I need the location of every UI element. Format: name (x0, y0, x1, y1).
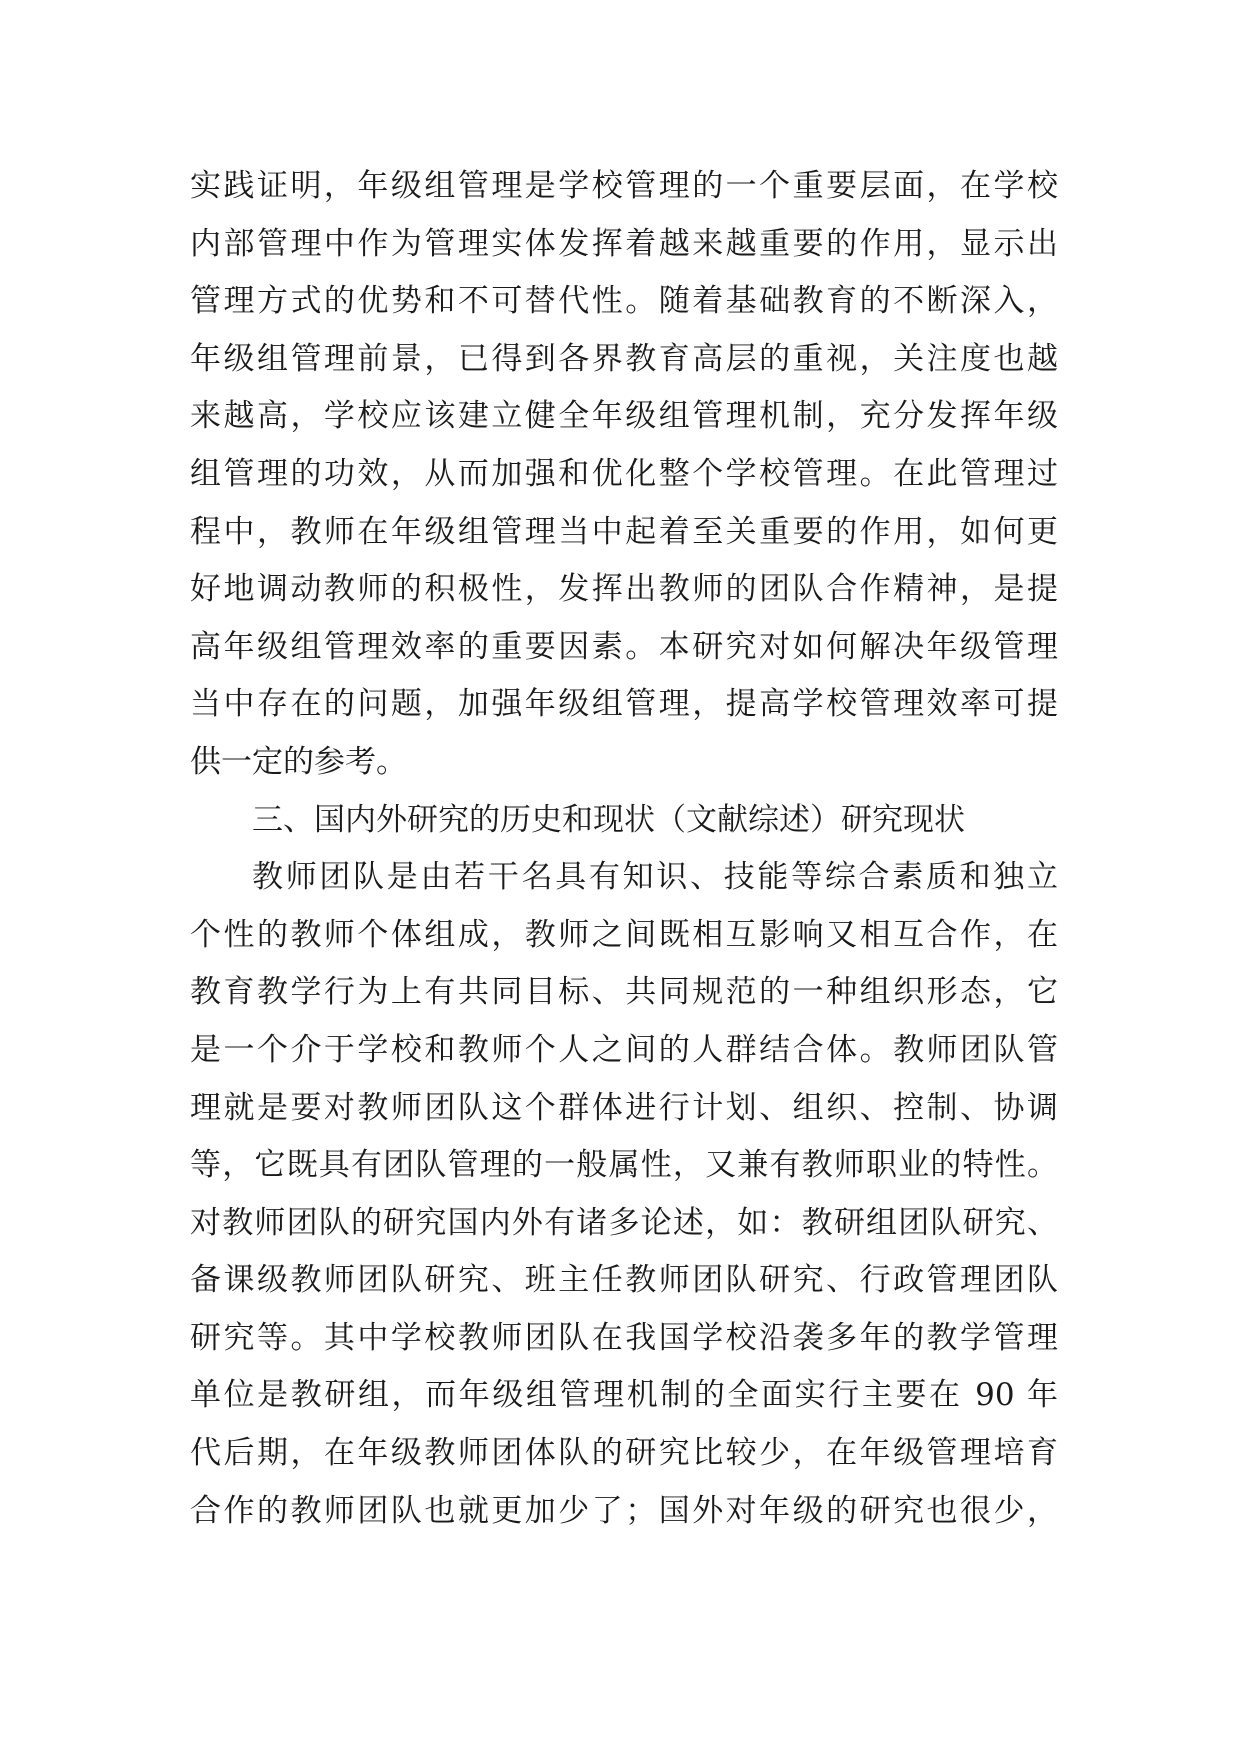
paragraph-1-line-4: 年级组管理前景，已得到各界教育高层的重视，关注度也越 (190, 340, 1058, 377)
paragraph-2-line-2: 个性的教师个体组成，教师之间既相互影响又相互合作，在 (190, 916, 1058, 953)
paragraph-1-line-7: 程中，教师在年级组管理当中起着至关重要的作用，如何更 (190, 513, 1058, 550)
paragraph-2-line-9: 研究等。其中学校教师团队在我国学校沿袭多年的教学管理 (190, 1319, 1058, 1356)
paragraph-1-line-9: 高年级组管理效率的重要因素。本研究对如何解决年级管理 (190, 628, 1058, 665)
paragraph-2-line-5: 理就是要对教师团队这个群体进行计划、组织、控制、协调 (190, 1089, 1058, 1126)
paragraph-1-line-1: 实践证明，年级组管理是学校管理的一个重要层面，在学校 (190, 168, 1058, 204)
paragraph-2-line-8: 备课级教师团队研究、班主任教师团队研究、行政管理团队 (190, 1262, 1058, 1299)
document-body (190, 158, 1058, 1540)
paragraph-2-line-1: 教师团队是由若干名具有知识、技能等综合素质和独立 (252, 859, 1058, 896)
paragraph-2-line-11: 代后期，在年级教师团体队的研究比较少，在年级管理培育 (190, 1435, 1058, 1472)
paragraph-2-line-12: 合作的教师团队也就更加少了；国外对年级的研究也很少， (190, 1492, 1058, 1529)
paragraph-2-line-7: 对教师团队的研究国内外有诸多论述，如：教研组团队研究、 (190, 1204, 1058, 1241)
paragraph-1-line-11: 供一定的参考。 (190, 743, 407, 780)
paragraph-1-line-5: 来越高，学校应该建立健全年级组管理机制，充分发挥年级 (190, 398, 1058, 435)
paragraph-2-line-4: 是一个介于学校和教师个人之间的人群结合体。教师团队管 (190, 1031, 1058, 1068)
paragraph-1-line-3: 管理方式的优势和不可替代性。随着基础教育的不断深入， (190, 283, 1058, 320)
section-heading: 三、国内外研究的历史和现状（文献综述）研究现状 (252, 801, 965, 838)
paragraph-2-line-6: 等，它既具有团队管理的一般属性，又兼有教师职业的特性。 (190, 1147, 1058, 1184)
paragraph-1-line-2: 内部管理中作为管理实体发挥着越来越重要的作用，显示出 (190, 225, 1058, 262)
paragraph-1-line-6: 组管理的功效，从而加强和优化整个学校管理。在此管理过 (190, 455, 1058, 492)
paragraph-1-line-10: 当中存在的问题，加强年级组管理，提高学校管理效率可提 (190, 686, 1058, 723)
paragraph-1-line-8: 好地调动教师的积极性，发挥出教师的团队合作精神，是提 (190, 571, 1058, 608)
paragraph-2-line-3: 教育教学行为上有共同目标、共同规范的一种组织形态，它 (190, 974, 1058, 1011)
paragraph-2-line-10: 单位是教研组，而年级组管理机制的全面实行主要在 90 年 (190, 1377, 1058, 1414)
